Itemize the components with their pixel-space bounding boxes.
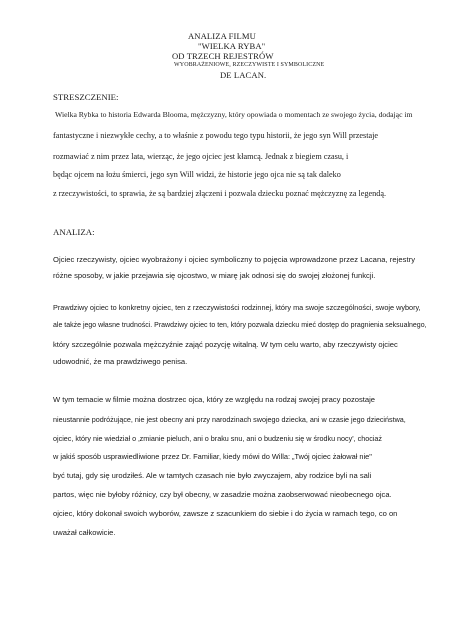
analysis-p3-line: nieustannie podróżujące, nie jest obecny ani przy narodzinach swojego dziecka, ani w czasie jego dzieciństwa,	[53, 415, 406, 424]
analysis-p2-line: który szczególnie pozwala mężczyźnie zająć pozycję witalną. W tym celu warto, aby rzeczywisty ojciec	[53, 340, 398, 349]
analysis-p1-line: Ojciec rzeczywisty, ojciec wyobrażony i ojciec symboliczny to pojęcia wprowadzone przez Lacana, rejestry	[53, 255, 416, 264]
analysis-p3-line: w jakiś sposób usprawiedliwione przez Dr. Familiar, kiedy mówi do Willa: „Twój ojciec żałował nie"	[53, 452, 372, 461]
analysis-p1-line: różne sposoby, w jakie przejawia się ojcostwo, w miarę jak odnosi się do swojej złożonej funkcji.	[53, 271, 376, 280]
summary-line: będąc ojcem na łożu śmierci, jego syn Will widzi, że historie jego ojca nie są tak daleko	[53, 170, 341, 179]
title-line-3: OD TRZECH REJESTRÓW	[172, 51, 274, 61]
title-line-5: DE LACAN.	[220, 70, 267, 80]
analysis-p2-line: udowodnić, że ma prawdziwego penisa.	[53, 357, 188, 366]
summary-line: fantastyczne i niezwykłe cechy, a to właśnie z powodu tego typu historii, że jego syn Will przestaje	[53, 131, 379, 140]
title-line-4: WYOBRAŻENIOWE, RZECZYWISTE I SYMBOLICZNE	[174, 62, 325, 68]
summary-line: rozmawiać z nim przez lata, wierząc, że jego ojciec jest kłamcą. Jednak z biegiem czasu, i	[53, 152, 349, 161]
summary-heading: STRESZCZENIE:	[53, 92, 119, 102]
analysis-p2-line: Prawdziwy ojciec to konkretny ojciec, ten z rzeczywistości rodzinnej, który ma swoje szczególności, swoje wybory,	[53, 303, 421, 312]
summary-line: Wielka Rybka to historia Edwarda Blooma, mężczyzny, który opowiada o momentach ze swojego życia, dodając im	[55, 110, 413, 119]
analysis-p3-line: W tym temacie w filmie można dostrzec ojca, który ze względu na rodzaj swojej pracy pozostaje	[53, 395, 376, 404]
analysis-p2-line: ale także jego własne trudności. Prawdziwy ojciec to ten, który pozwala dziecku mieć dostęp do pragnienia seksualnego,	[53, 322, 427, 329]
analysis-p3-line: być tutaj, gdy się urodziłeś. Ale w tamtych czasach nie było zwyczajem, aby rodzice byli na sali	[53, 471, 372, 480]
summary-line: z rzeczywistości, to sprawia, że są bardziej złączeni i pozwala dziecku poznać mężczyznę za legendą.	[53, 189, 387, 198]
title-line-2: "WIELKA RYBA"	[198, 41, 266, 51]
analysis-p3-line: ojciec, który dokonał swoich wyborów, zawsze z szacunkiem do siebie i do życia w ramach tego, co on	[53, 509, 398, 518]
analysis-p3-line: partos, więc nie byłoby różnicy, czy był obecny, w zasadzie można zaobserwować nieobecnego ojca.	[53, 490, 392, 499]
title-line-1: ANALIZA FILMU	[188, 31, 256, 41]
analysis-p3-line: ojciec, który nie wiedział o ‚zmianie pieluch, ani o braku snu, ani o budzeniu się w środku nocy', chociaż	[53, 434, 382, 443]
analysis-heading: ANALIZA:	[53, 227, 95, 237]
analysis-p3-line: uważał całkowicie.	[53, 528, 116, 537]
